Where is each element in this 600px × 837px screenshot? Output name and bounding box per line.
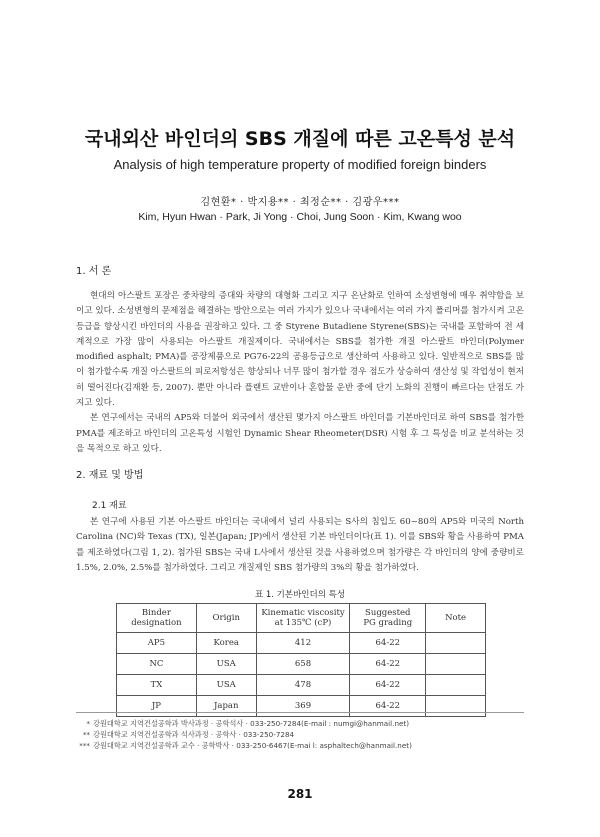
cell-origin: USA xyxy=(196,675,256,696)
header-kinematic-viscosity: Kinematic viscosity at 135℃ (cP) xyxy=(256,604,350,633)
cell-note xyxy=(426,696,486,717)
header-origin: Origin xyxy=(196,604,256,633)
section1-body xyxy=(76,289,524,457)
footnotes xyxy=(76,718,536,751)
section1-heading: 1. 서 론 xyxy=(76,266,112,277)
section1-paragraph-1: 현대의 아스팔트 포장은 중차량의 증대와 차량의 대형화 그리고 지구 온난화로 인하여 소성변형에 매우 취약함을 보이고 있다. 소성변형의 문제점을 해결하는 방안으로는 여러 가지가 있으나 국내에서는 여러 가지 폴리머를 첨가시켜 고온등급을 향상시킨 바인더의 사용을 권장하고 있다. 그 중 Styrene Butadiene Styrene(SBS)는 국내를 포함하여 전 세계적으로 가장 많이 사용되는 아스팔트 개질제이다. 국내에서는 SBS를 첨가한 개질 아스팔트 바인더(Polymer modified asphalt; PMA)를 공장제품으로 PG76-22의 공용등급으로 생산하여 사용하고 있다. 일반적으로 SBS를 많이 첨가할수록 개질 아스팔트의 피로저항성은 향상되나 너무 많이 첨가할 경우 점도가 상승하여 생산성 및 작업성이 현저히 떨어진다(김재환 등, 2007). 뿐만 아니라 플랜트 교반이나 혼합물 운반 중에 단기 노화의 진행이 빠르다는 단점도 가지고 있다. xyxy=(76,291,524,409)
table1-caption: 표 1. 기본바인더의 특성 xyxy=(254,590,346,600)
section2-body xyxy=(76,515,524,576)
footnote: *** 강원대학교 지역건설공학과 교수 · 공학박사 · 033-250-6467(E-mai l: asphaltech@hanmail.net) xyxy=(79,741,412,750)
cell-note xyxy=(426,675,486,696)
section1-paragraph-2: 본 연구에서는 국내의 AP5와 더불어 외국에서 생산된 몇가지 아스팔트 바인더를 기본바인더로 하여 SBS를 첨가한 PMA를 제조하고 바인더의 고온특성 시험인 Dynamic Shear Rheometer(DSR) 시험 후 그 특성을 비교 분석하는 것을 목적으로 하고 있다. xyxy=(76,413,524,454)
paper-subtitle: Analysis of high temperature property of modified foreign binders xyxy=(113,157,487,172)
cell-origin: USA xyxy=(196,654,256,675)
cell-origin: Japan xyxy=(196,696,256,717)
header-suggested-pg-grading: Suggested PG grading xyxy=(350,604,426,633)
header-binder-designation: Binder designation xyxy=(117,604,197,633)
cell-viscosity: 658 xyxy=(256,654,350,675)
cell-binder: NC xyxy=(117,654,197,675)
table-row xyxy=(117,675,486,696)
header-note: Note xyxy=(426,604,486,633)
section2-heading: 2. 재료 및 방법 xyxy=(76,470,144,481)
authors-korean: 김현환* · 박지용** · 최정순** · 김광우*** xyxy=(200,197,400,208)
table-row xyxy=(117,696,486,717)
binder-properties-table xyxy=(116,603,486,717)
cell-binder: TX xyxy=(117,675,197,696)
footnote: ** 강원대학교 지역건설공학과 석사과정 · 공학사 · 033-250-7284 xyxy=(82,730,295,739)
page-number: 281 xyxy=(287,787,313,801)
cell-pg-grade: 64-22 xyxy=(350,675,426,696)
cell-pg-grade: 64-22 xyxy=(350,696,426,717)
section2-1-heading: 2.1 재료 xyxy=(92,501,127,511)
footnote-divider xyxy=(76,712,524,713)
cell-pg-grade: 64-22 xyxy=(350,633,426,654)
cell-pg-grade: 64-22 xyxy=(350,654,426,675)
section2-paragraph-1: 본 연구에 사용된 기본 아스팔트 바인더는 국내에서 널리 사용되는 S사의 침입도 60~80의 AP5와 미국의 North Carolina (NC)와 Texas (TX), 일본(Japan; JP)에서 생산된 기본 바인더이다(표 1). 이를 SBS와 황을 사용하여 PMA를 제조하였다(그림 1, 2). 첨가된 SBS는 국내 L사에서 생산된 것을 사용하였으며 첨가량은 각 바인더의 양에 중량비로 1.5%, 2.0%, 2.5%를 첨가하였다. 그리고 개질제인 SBS 첨가량의 3%의 황을 첨가하였다. xyxy=(76,517,524,573)
cell-binder: JP xyxy=(117,696,197,717)
cell-viscosity: 369 xyxy=(256,696,350,717)
table-row xyxy=(117,633,486,654)
cell-viscosity: 412 xyxy=(256,633,350,654)
cell-binder: AP5 xyxy=(117,633,197,654)
footnote: * 강원대학교 지역건설공학과 박사과정 · 공학석사 · 033-250-7284(E-mail : numgi@hanmail.net) xyxy=(86,719,410,728)
authors-english: Kim, Hyun Hwan · Park, Ji Yong · Choi, Jung Soon · Kim, Kwang woo xyxy=(138,211,462,223)
table-header-row xyxy=(117,604,486,633)
table-row xyxy=(117,654,486,675)
paper-title: 국내외산 바인더의 SBS 개질에 따른 고온특성 분석 xyxy=(84,128,516,150)
cell-origin: Korea xyxy=(196,633,256,654)
cell-note xyxy=(426,633,486,654)
cell-note xyxy=(426,654,486,675)
cell-viscosity: 478 xyxy=(256,675,350,696)
